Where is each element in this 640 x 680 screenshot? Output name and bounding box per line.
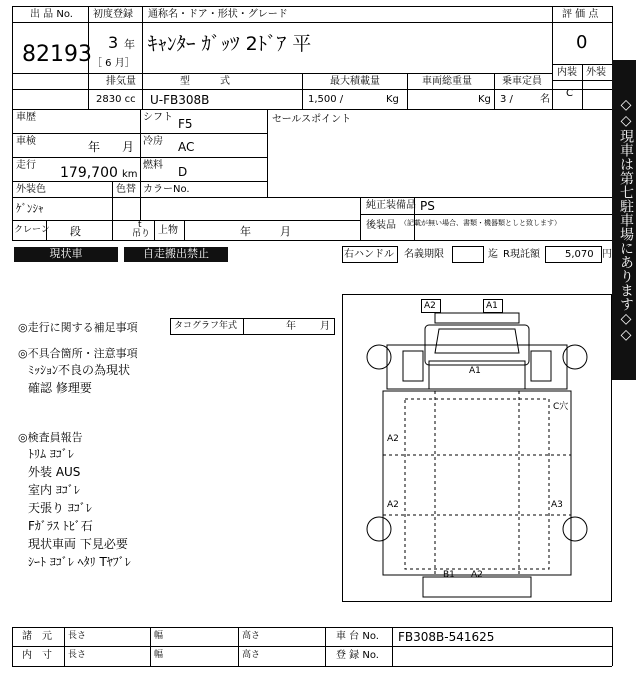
grade-value: 0 (576, 32, 588, 53)
title-doc-label: 名義期限 (404, 249, 444, 260)
color-change-label: 色替 (116, 184, 136, 195)
gross-weight-unit: Kg (478, 94, 491, 105)
shift-label: シフト (143, 112, 173, 123)
inspection-month: 月 (122, 140, 135, 154)
defect-line-2: 確認 修理要 (28, 381, 92, 395)
year-unit: 年 (124, 38, 135, 51)
side-banner: ◇◇現車は第七駐車場にあります◇◇ (612, 60, 636, 380)
chassis-value: FB308B-541625 (398, 630, 495, 644)
driving-note-label: ◎走行に関する補足事項 (18, 321, 138, 334)
lot-number: 82193 (22, 42, 92, 67)
grade-label: 評 価 点 (562, 9, 599, 20)
inspector-line-5: Fｶﾞﾗｽ ﾄﾋﾞ石 (28, 519, 93, 533)
tacho-year: 年 (286, 321, 296, 332)
inspector-line-4: 天張り ﾖｺﾞﾚ (28, 501, 92, 515)
defect-line-1: ﾐｯｼｮﾝ不良の為現状 (28, 363, 131, 377)
interior-length-label: 長さ (68, 650, 87, 660)
mileage-value: 179,700 (60, 165, 118, 181)
mileage-unit: km (122, 169, 138, 180)
name-label: 通称名・ドア・形状・グレード (148, 9, 288, 20)
inspector-line-1: ﾄﾘﾑ ﾖｺﾞﾚ (28, 447, 74, 461)
deck-month: 月 (280, 225, 291, 238)
dims-label: 諸 元 (22, 631, 52, 642)
first-reg-label: 初度登録 (93, 9, 133, 20)
height-label: 高さ (242, 631, 261, 641)
mark-a2-left-mid: A2 (387, 434, 399, 444)
fuel-label: 燃料 (143, 160, 163, 171)
history-label: 車歴 (16, 112, 36, 123)
interior-label: 内装 (557, 67, 577, 78)
aircon-value: AC (178, 140, 195, 154)
capacity-unit: 名 (540, 94, 550, 105)
interior-height-label: 高さ (242, 650, 261, 660)
first-reg-month: ［ 6 月］ (92, 58, 135, 69)
sales-point-label: セールスポイント (272, 114, 352, 125)
crane-lift: 吊り (132, 229, 151, 239)
crane-label: クレーン (14, 225, 50, 235)
tacho-month: 月 (320, 321, 330, 332)
r-mileage-label: R現託額 (503, 249, 540, 260)
doc-mark: 迄 (488, 249, 498, 260)
interior-value: C (566, 88, 573, 99)
options-value: PS (420, 199, 435, 213)
capacity-value: 3 / (500, 94, 513, 105)
inspector-line-2: 外装 AUS (28, 465, 81, 479)
reg-label: 登 録 No. (336, 650, 379, 661)
inspection-label: 車検 (16, 136, 36, 147)
mark-c-hole: C穴 (553, 402, 569, 412)
fuel-value: D (178, 165, 188, 179)
shift-value: F5 (178, 117, 193, 131)
deck-year: 年 (240, 225, 251, 238)
displacement-label: 排気量 (106, 76, 136, 87)
crane-t-label: t (138, 220, 142, 230)
truck-outline (343, 295, 611, 601)
color-label: 外装色 (16, 184, 46, 195)
inspection-year: 年 (88, 140, 101, 154)
interior-width-label: 幅 (154, 650, 164, 660)
interior-dims-label: 内 寸 (22, 650, 52, 661)
mark-b1-rear: B1 (443, 570, 455, 580)
inspector-line-3: 室内 ﾖｺﾞﾚ (28, 483, 80, 497)
mark-a1-top: A1 (486, 301, 498, 311)
displacement-value: 2830 cc (96, 94, 136, 105)
capacity-label: 乗車定員 (502, 76, 542, 87)
options-label: 純正装備品 (366, 200, 416, 211)
model-label: 型 式 (180, 76, 230, 87)
crane-stage: 段 (70, 225, 81, 238)
lot-label: 出 品 No. (30, 9, 73, 20)
max-load-label: 最大積載量 (330, 76, 380, 87)
inspector-line-6: 現状車両 下見必要 (28, 537, 128, 551)
vehicle-diagram (342, 294, 612, 602)
model-value: U-FB308B (150, 93, 210, 107)
chassis-label: 車 台 No. (336, 631, 379, 642)
aftermarket-note: （記載が無い場合、書類・機器類としと致します） (400, 219, 561, 227)
mark-a3-right-rear: A3 (551, 500, 563, 510)
vehicle-name: ｷｬﾝﾀｰ ｶﾞｯﾂ 2ﾄﾞｱ 平 (148, 33, 312, 55)
max-load-unit: Kg (386, 94, 399, 105)
inspector-label: ◎検査員報告 (18, 431, 83, 444)
max-load-value: 1,500 / (308, 94, 344, 105)
deck-label: 上物 (158, 225, 178, 236)
self-drive-ban-tag: 自走搬出禁止 (124, 247, 228, 262)
aircon-label: 冷房 (143, 136, 163, 147)
exterior-label: 外装 (586, 67, 606, 78)
defects-label: ◎不具合箇所・注意事項 (18, 347, 138, 360)
inspector-line-7: ｼｰﾄ ﾖｺﾞﾚ ﾍﾀﾘ Tﾔﾌﾞﾚ (28, 555, 131, 569)
mark-a2-rear: A2 (471, 570, 483, 580)
r-mileage-value: 5,070 (565, 249, 594, 260)
mark-a1-cab: A1 (469, 366, 481, 376)
first-reg-year: 3 (108, 33, 119, 52)
r-mileage-unit: 円 (602, 249, 612, 260)
color-number-label: カラーNo. (143, 184, 190, 195)
current-state-tag: 現状車 (14, 247, 118, 262)
mileage-label: 走行 (16, 160, 36, 171)
gross-weight-label: 車両総重量 (422, 76, 472, 87)
aftermarket-label: 後装品 (366, 220, 396, 231)
title-doc-box (452, 246, 484, 263)
color-value: ｹﾞﾝｼｬ (16, 202, 44, 215)
length-label: 長さ (68, 631, 87, 641)
mark-a2-top: A2 (424, 301, 436, 311)
tacho-label: タコグラフ年式 (174, 321, 238, 331)
width-label: 幅 (154, 631, 164, 641)
right-handle: 右ハンドル (344, 249, 394, 260)
mark-a2-left-rear: A2 (387, 500, 399, 510)
